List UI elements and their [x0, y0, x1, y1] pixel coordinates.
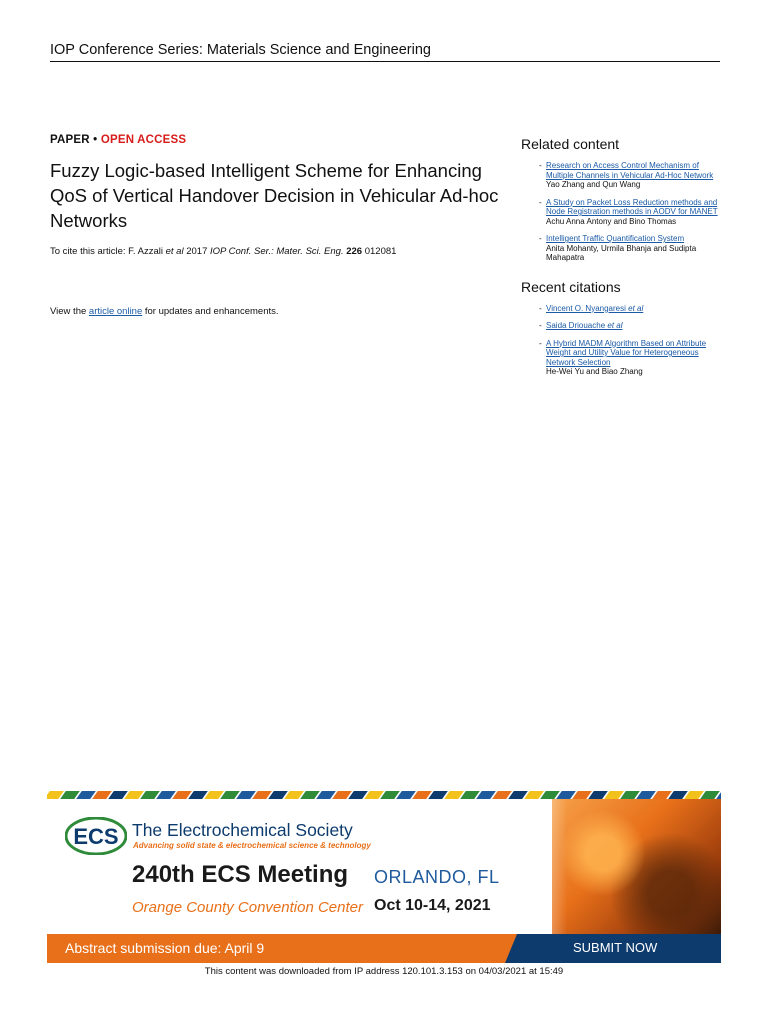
ecs-logo-icon — [65, 817, 127, 855]
meeting-city: ORLANDO, FL — [374, 867, 500, 887]
related-item: - Research on Access Control Mechanism of Multiple Channels in Vehicular Ad-Hoc Network Yao Zhang and Qun Wang — [521, 161, 721, 190]
cite-prefix: To cite this article: F. Azzali — [50, 246, 166, 257]
svg-text:ECS: ECS — [73, 824, 119, 849]
related-item-authors: Yao Zhang and Qun Wang — [546, 180, 641, 189]
cite-etal: et al — [165, 246, 184, 257]
related-item-authors: Achu Anna Antony and Bino Thomas — [546, 216, 677, 226]
citation-item-link[interactable] — [546, 339, 721, 368]
photo-fade — [507, 799, 567, 934]
submit-now-label[interactable]: SUBMIT NOW — [573, 940, 658, 955]
related-content-list — [521, 161, 721, 263]
citation-etal: et al — [628, 303, 644, 313]
related-item: - Intelligent Traffic Quantification System Anita Mohanty, Urmila Bhanja and Sudipta Mahapatra — [521, 234, 721, 263]
paper-label — [50, 134, 500, 146]
label-separator: • — [89, 134, 101, 146]
meeting-venue: Orange County Convention Center — [132, 899, 363, 916]
article-main — [50, 134, 500, 317]
related-item-link[interactable]: Research on Access Control Mechanism of Multiple Channels in Vehicular Ad-Hoc Network — [546, 161, 714, 180]
article-online-link[interactable]: article online — [88, 306, 143, 317]
citation-item: - Vincent O. Nyangaresi et al — [521, 304, 721, 314]
citation-item: - Saida Driouache et al — [521, 321, 721, 331]
citation-item-link[interactable] — [546, 321, 721, 331]
cite-year: 2017 — [183, 246, 211, 257]
open-access-badge: OPEN ACCESS — [100, 134, 187, 146]
society-name: The Electrochemical Society — [132, 820, 353, 840]
citation-item: - A Hybrid MADM Algorithm Based on Attribute Weight and Utility Value for Heterogeneous Network Selection He-Wei Yu and Biao Zhang — [521, 339, 721, 377]
citation-etal: et al — [607, 321, 623, 330]
decorative-stripe — [47, 791, 721, 799]
view-before: View the — [50, 306, 89, 317]
related-item-link[interactable]: Intelligent Traffic Quantification System — [546, 234, 685, 243]
citation-title: Saida Driouache — [546, 321, 608, 330]
related-item: - A Study on Packet Loss Reduction methods and Node Registration methods in AODV for MANET Achu Anna Antony and Bino Thomas — [521, 198, 721, 227]
recent-citations-heading: Recent citations — [521, 278, 621, 295]
ecs-advertisement-banner[interactable] — [47, 791, 721, 963]
citation-title: Vincent O. Nyangaresi — [546, 303, 629, 313]
related-content-heading: Related content — [521, 136, 620, 152]
journal-header: IOP Conference Series: Materials Science and Engineering — [50, 42, 720, 62]
meeting-photo — [552, 799, 721, 934]
citation-item-link[interactable] — [546, 304, 721, 314]
meeting-dates: Oct 10-14, 2021 — [374, 897, 491, 914]
download-footer: This content was downloaded from IP address 120.101.3.153 on 04/03/2021 at 15:49 — [204, 966, 564, 977]
citation-item-authors: He-Wei Yu and Biao Zhang — [546, 367, 643, 376]
cite-article: 012081 — [362, 246, 397, 257]
related-item-authors: Anita Mohanty, Urmila Bhanja and Sudipta Mahapatra — [546, 243, 697, 262]
citation-line — [50, 245, 500, 258]
citation-title: A Hybrid MADM Algorithm Based on Attribute Weight and Utility Value for Heterogeneous Network Selection — [546, 338, 707, 367]
abstract-deadline: Abstract submission due: April 9 — [65, 940, 265, 956]
recent-citations-list — [521, 304, 721, 377]
view-after: for updates and enhancements. — [142, 306, 279, 317]
related-item-link[interactable]: A Study on Packet Loss Reduction methods and Node Registration methods in AODV for MANET — [546, 197, 718, 216]
view-online-line — [50, 306, 500, 317]
meeting-title: 240th ECS Meeting — [132, 861, 349, 888]
paper-type: PAPER — [50, 134, 90, 146]
sidebar — [521, 136, 721, 385]
cite-journal: IOP Conf. Ser.: Mater. Sci. Eng. — [210, 246, 344, 257]
society-tagline: Advancing solid state & electrochemical science & technology — [133, 841, 371, 850]
cite-volume: 226 — [346, 246, 363, 257]
article-title: Fuzzy Logic-based Intelligent Scheme for Enhancing QoS of Vertical Handover Decision in Vehicular Ad-hoc Networks — [50, 160, 499, 231]
